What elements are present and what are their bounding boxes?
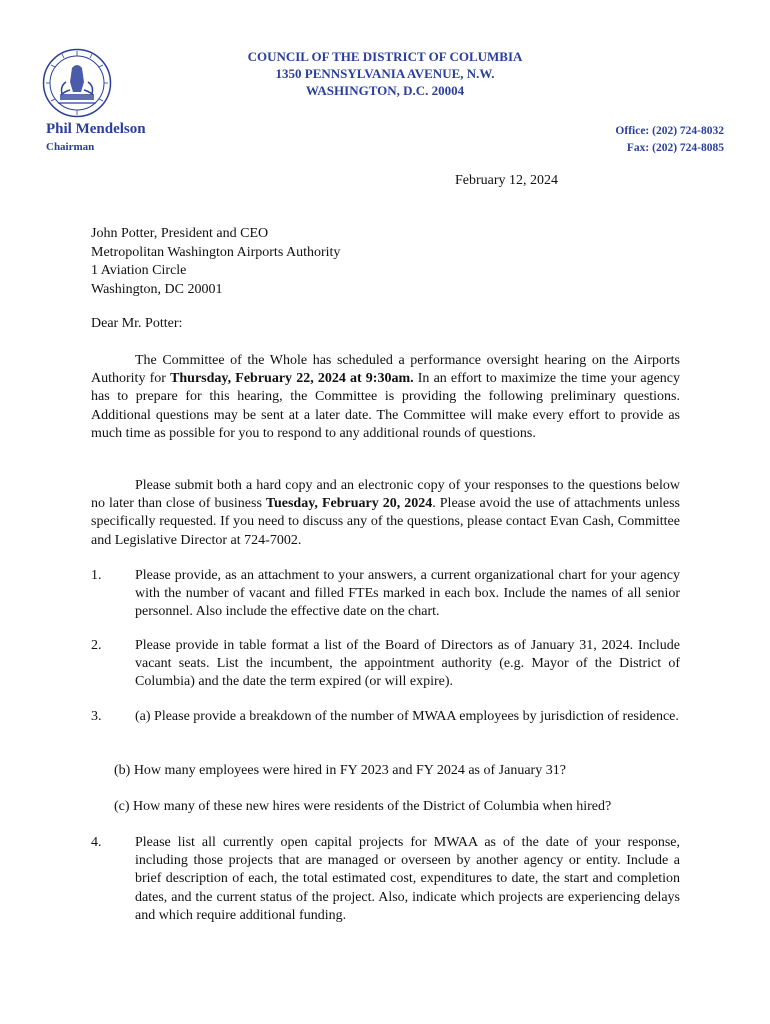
- question-text: (a) Please provide a breakdown of the number of MWAA employees by jurisdiction of residence.: [135, 709, 679, 724]
- paragraph-text: In an effort to maximize the time your agency has to prepare for this hearing, the Committee is providing the following preliminary questions. Additional questions may be sent at a later date. The Committee will make every effort to provide as much time as possible for you to respond to any additional rounds of questions.: [91, 371, 681, 441]
- question-text: Please list all currently open capital projects for MWAA as of the date of your response, including those projects that are managed or overseen by another agency or entity. Include a brief description of each, the total estimated cost, expenditures to date, the start and completion dates, and the current status of the project. Also, indicate which projects are experiencing delays and which require additional funding.: [135, 835, 680, 923]
- question-number: 3.: [91, 709, 102, 724]
- chairman-title: Chairman: [46, 141, 95, 153]
- question-text: Please provide in table format a list of the Board of Directors as of January 31, 2024. Include vacant seats. List the incumbent, the appointment authority (e.g. Mayor of the District of Columbia) and the date the term expired (or will expire).: [135, 638, 680, 690]
- deadline-date: Tuesday, February 20, 2024: [265, 496, 433, 512]
- contact-block: [615, 123, 724, 157]
- salutation: Dear Mr. Potter:: [91, 316, 183, 331]
- question-1: [91, 567, 680, 622]
- question-3c: (c) How many of these new hires were residents of the District of Columbia when hired?: [114, 799, 612, 814]
- question-3a: [91, 708, 680, 726]
- chairman-name: Phil Mendelson: [46, 121, 146, 137]
- org-name: COUNCIL OF THE DISTRICT OF COLUMBIA: [247, 49, 523, 64]
- office-phone: Office: (202) 724-8032: [615, 125, 724, 137]
- recipient-line: Washington, DC 20001: [91, 281, 223, 297]
- org-city: WASHINGTON, D.C. 20004: [305, 83, 465, 98]
- paragraph-hearing: [91, 352, 680, 443]
- letter-date: February 12, 2024: [455, 173, 559, 188]
- recipient-line: John Potter, President and CEO: [91, 226, 269, 241]
- org-street: 1350 PENNSYLVANIA AVENUE, N.W.: [275, 66, 495, 81]
- question-4: [91, 834, 680, 925]
- paragraph-text: The Committee of the Whole has scheduled a performance oversight hearing on the Airports Authority for: [91, 353, 680, 387]
- question-number: 4.: [91, 835, 102, 850]
- question-number: 2.: [91, 638, 102, 653]
- council-seal-icon: [42, 48, 112, 118]
- question-3b: (b) How many employees were hired in FY 2023 and FY 2024 as of January 31?: [114, 763, 566, 778]
- recipient-line: Metropolitan Washington Airports Authority: [91, 244, 341, 260]
- question-2: [91, 637, 680, 692]
- recipient-address: [91, 225, 340, 299]
- hearing-date: Thursday, February 22, 2024 at 9:30am.: [170, 371, 414, 387]
- question-number: 1.: [91, 568, 102, 583]
- fax-phone: Fax: (202) 724-8085: [626, 142, 724, 154]
- question-text: Please provide, as an attachment to your answers, a current organizational chart for your agency with the number of vacant and filled FTEs marked in each box. Include the names of all senior personnel. Also include the effective date on the chart.: [135, 568, 680, 620]
- recipient-line: 1 Aviation Circle: [91, 263, 187, 278]
- paragraph-submission: [91, 477, 680, 550]
- paragraph-text: . Please avoid the use of attachments unless specifically requested. If you need to discuss any of the questions, please contact Evan Cash, Committee and Legislative Director at 724-7002.: [91, 496, 680, 548]
- letterhead-address: [150, 48, 620, 99]
- paragraph-text: Please submit both a hard copy and an electronic copy of your responses to the questions below no later than close of business: [91, 478, 680, 512]
